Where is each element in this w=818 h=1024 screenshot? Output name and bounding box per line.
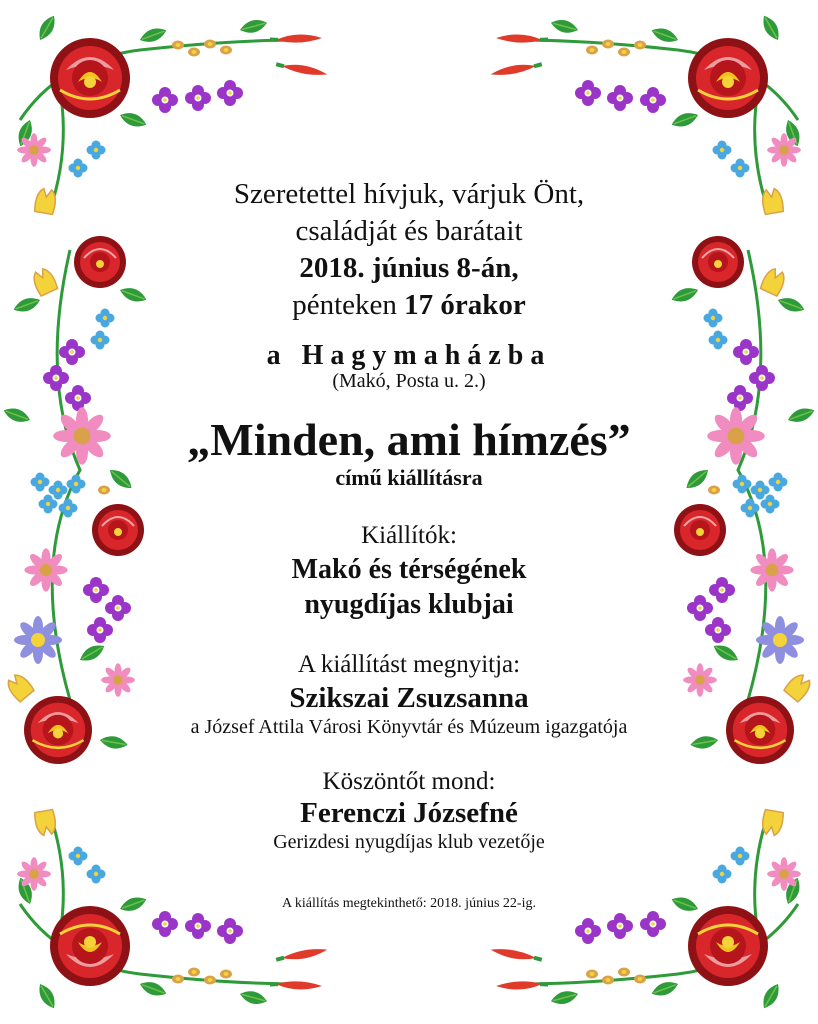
greeter-name: Ferenczi Józsefné — [300, 797, 518, 829]
intro-line-1: Szeretettel hívjuk, várjuk Önt, — [233, 178, 585, 210]
intro-line-2: családját és barátait — [295, 215, 523, 247]
opener-label: A kiállítást megnyitja: — [297, 651, 521, 678]
greeter-role: Gerizdesi nyugdíjas klub vezetője — [273, 831, 545, 853]
event-day-time — [0, 291, 818, 320]
exhibition-subtitle: című kiállításra — [335, 465, 483, 490]
exhibitors-line-1: Makó és térségének — [291, 554, 527, 585]
event-date: 2018. június 8-án, — [299, 252, 519, 284]
event-day: pénteken — [292, 289, 397, 321]
opener-role: a József Attila Városi Könyvtár és Múzeum igazgatója — [190, 716, 628, 738]
greeter-label: Köszöntőt mond: — [322, 768, 496, 795]
viewing-note: A kiállítás megtekinthető: 2018. június 22-ig. — [282, 896, 536, 911]
event-time: 17 órakor — [404, 289, 526, 321]
exhibitors-label: Kiállítók: — [361, 522, 457, 549]
opener-name: Szikszai Zsuzsanna — [289, 682, 529, 714]
exhibition-title: „Minden, ami hímzés” — [187, 414, 631, 465]
venue-name: a Hagymaházba — [266, 340, 552, 371]
exhibitors-line-2: nyugdíjas klubjai — [304, 589, 514, 620]
venue-address: (Makó, Posta u. 2.) — [332, 370, 486, 392]
